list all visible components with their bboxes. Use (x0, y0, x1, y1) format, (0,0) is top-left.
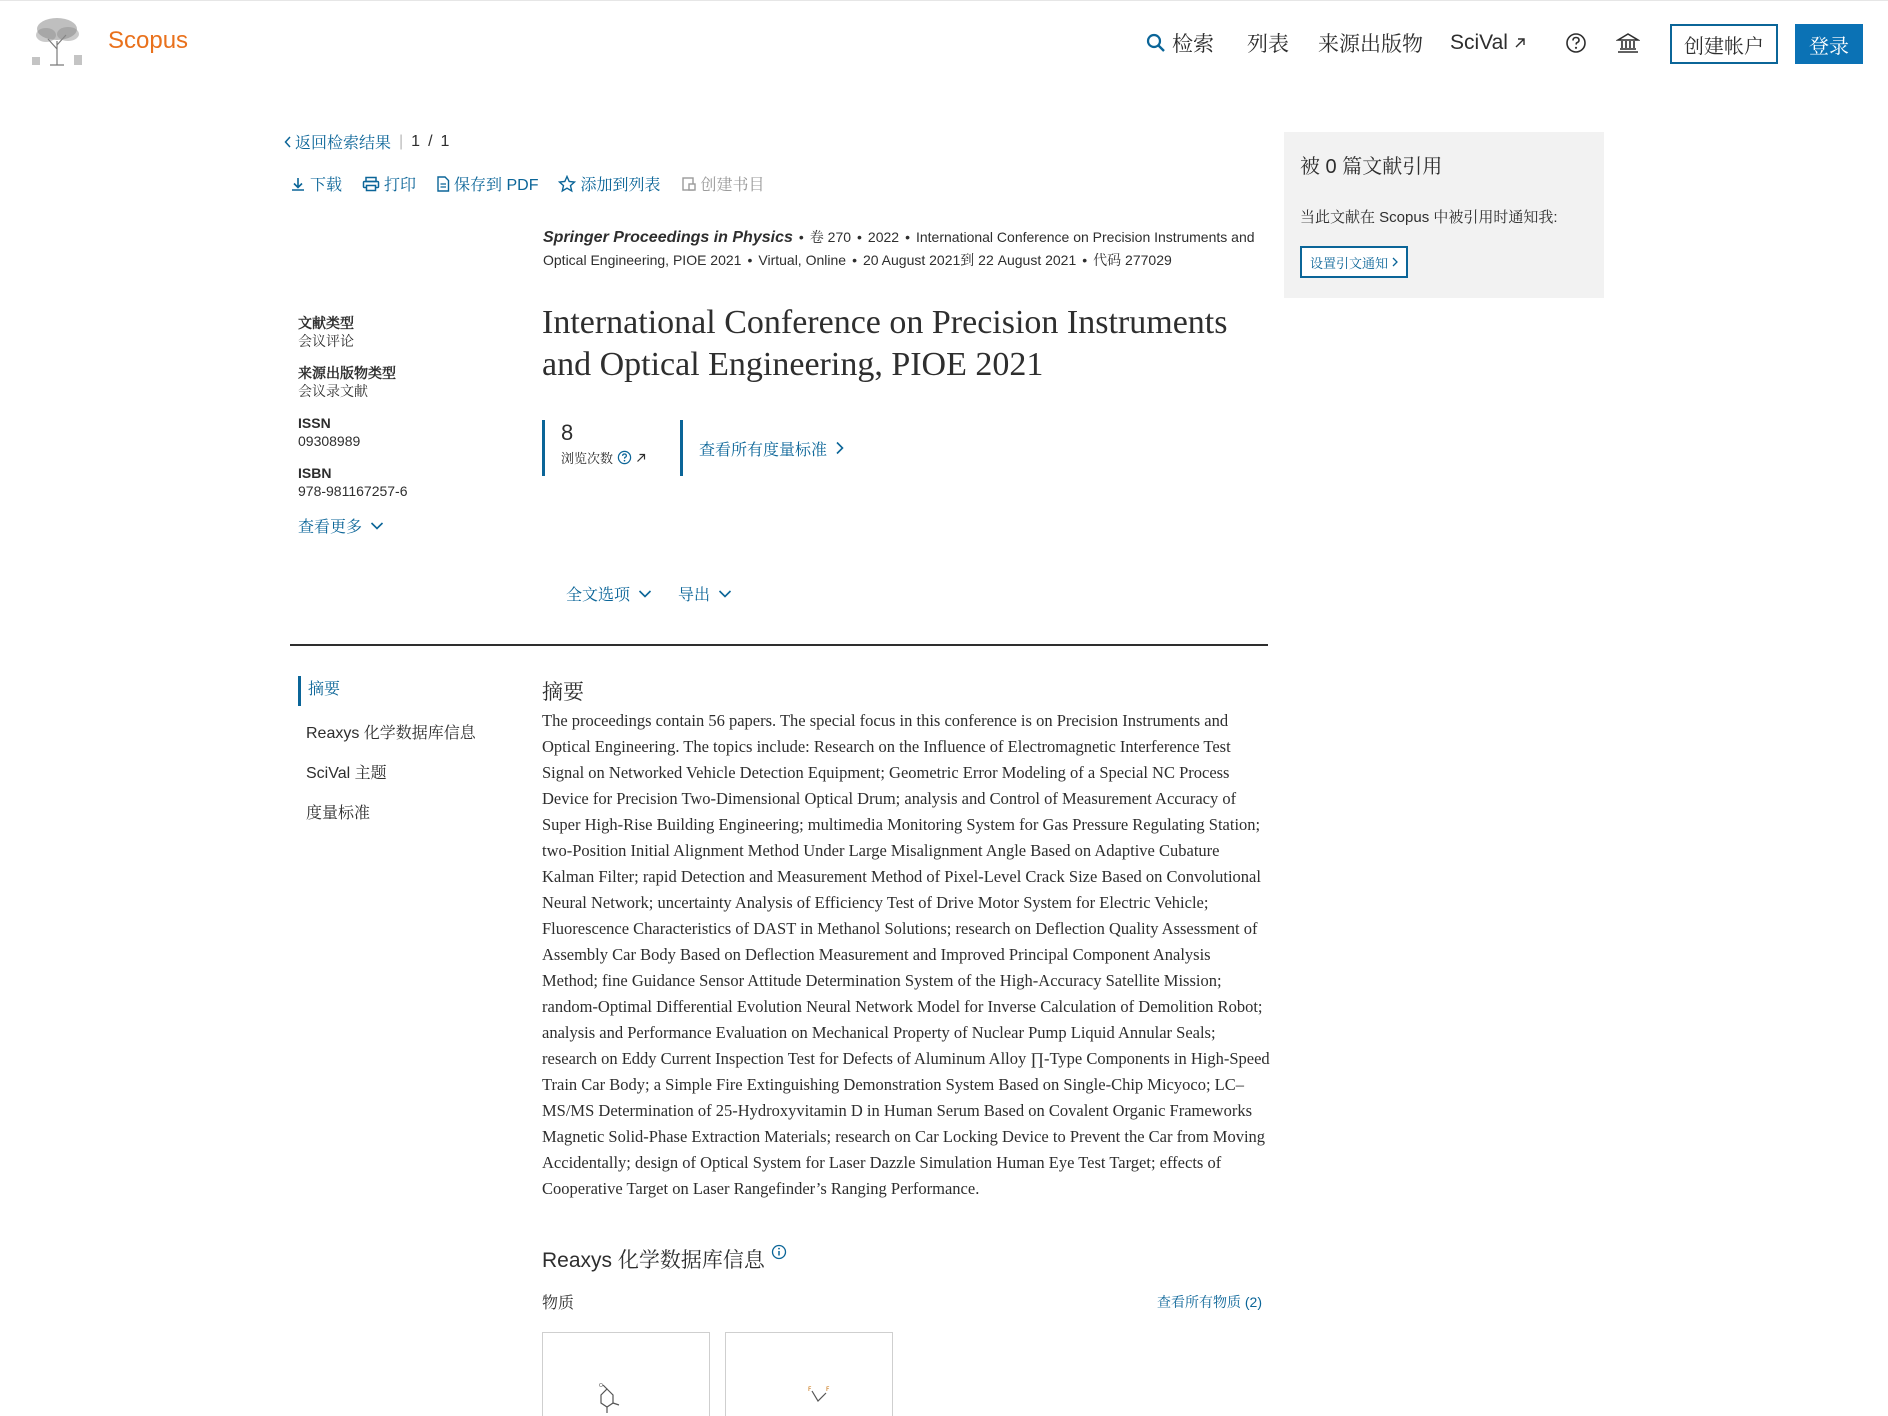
download-icon (290, 176, 306, 192)
cited-by-panel (1284, 132, 1604, 298)
star-icon (558, 175, 576, 193)
add-to-list-label: 添加到列表 (580, 177, 661, 194)
source-year: 2022 (867, 229, 900, 245)
chevron-right-icon (835, 441, 844, 455)
substances-label: 物质 (542, 1295, 575, 1312)
back-row (284, 130, 449, 153)
chemical-structure-image (726, 1333, 894, 1416)
source-code: 代码 277029 (1093, 252, 1172, 268)
pdf-icon (436, 176, 450, 192)
chevron-right-icon (1392, 257, 1398, 267)
isbn-label: ISBN (298, 465, 332, 481)
doc-type-value: 会议评论 (298, 333, 354, 349)
help-button[interactable] (1565, 27, 1587, 59)
create-bibliography-button[interactable] (681, 172, 765, 195)
top-header (0, 0, 1888, 84)
external-link-icon (1514, 37, 1526, 49)
download-button[interactable] (290, 172, 342, 195)
export-dropdown[interactable] (678, 582, 732, 605)
document-toolbar (290, 172, 785, 195)
source-info: Springer Proceedings in Physics • 卷 270 • 2022 • International Conference on Precision Instruments and Optical Engineering, PIOE 2021 • Virtual, Online • 20 August 2021到 22 August 2021 • 代码 277029 (543, 229, 1255, 268)
back-to-results-label: 返回检索结果 (295, 135, 392, 152)
full-text-options-dropdown[interactable] (566, 582, 652, 605)
cited-notify-text: 当此文献在 Scopus 中被引用时通知我: (1300, 209, 1558, 226)
back-to-results-link[interactable] (284, 130, 391, 153)
document-metadata (298, 314, 498, 537)
views-label: 浏览次数 (561, 451, 614, 466)
save-pdf-label: 保存到 PDF (454, 177, 539, 194)
svg-text:F: F (826, 1386, 830, 1393)
issn-label: ISSN (298, 415, 331, 431)
result-sep: / (428, 132, 433, 150)
result-total: 1 (440, 132, 450, 150)
bibliography-icon (681, 176, 697, 192)
nav-sources[interactable] (1318, 27, 1423, 59)
chevron-down-icon (638, 589, 652, 599)
print-button[interactable] (362, 172, 416, 195)
view-all-metrics-link[interactable] (680, 420, 844, 476)
source-type-value: 会议录文献 (298, 383, 368, 399)
source-location: Virtual, Online (758, 252, 847, 268)
login-button[interactable]: 登录 (1795, 24, 1863, 64)
set-citation-alert-label: 设置引文通知 (1310, 255, 1389, 271)
abstract-text: The proceedings contain 56 papers. The special focus in this conference is on Precision Instruments and Optical Engineering. The topics include: Research on the Influence of Electromagnetic Interference Test Signal on Networked Vehicle Detection Equipment; Geometric Error Modeling of a Special NC Process Device for Precision Two-Dimensional Optical Drum; analysis and Control of Measurement Accuracy of Super High-Rise Building Engineering; multimedia Monitoring System for Gas Pressure Regulating Station; two-Position Initial Alignment Method Under Large Misalignment Angle Based on Adaptive Cubature Kalman Filter; rapid Detection and Measurement Method of Pixel-Level Crack Size Based on Convolutional Neural Network; uncertainty Analysis of Efficiency Test of Drive Motor System for Electric Vehicle; Fluorescence Characteristics of DAST in Methanol Solutions; research on Deflection Quality Assessment of Assembly Car Body Based on Deflection Measurement and Improved Principal Component Analysis Method; fine Guidance Sensor Attitude Determination System of the High-Accuracy Satellite Mission; random-Optimal Differential Evolution Neural Network Model for Inverse Calculation of Demolition Robot; analysis and Performance Evaluation on Mechanical Property of Nuclear Pump Liquid Annular Seals; research on Eddy Current Inspection Test for Defects of Aluminum Alloy ∏-Type Components in High-Speed Train Car Body; a Simple Fire Extinguishing Demonstration System Based on Single-Chip Micyoco; LC–MS/MS Determination of 25-Hydroxyvitamin D in Human Serum Based on Covalent Organic Frameworks Magnetic Solid-Phase Extraction Materials; research on Car Locking Device to Prevent the Car from Moving Accidentally; design of Optical System for Laser Dazzle Simulation Human Eye Test Target; effects of Cooperative Target on Laser Rangefinder’s Ranging Performance. (542, 711, 1270, 1198)
nav-sources-label: 来源出版物 (1318, 33, 1423, 56)
print-label: 打印 (384, 177, 417, 194)
nav-search-label: 检索 (1172, 33, 1214, 56)
nav-lists-label: 列表 (1247, 33, 1289, 56)
source-dates: 20 August 2021到 22 August 2021 (862, 252, 1077, 268)
isbn-value: 978-981167257-6 (298, 483, 408, 499)
substances-row (542, 1290, 1262, 1313)
chevron-down-icon (370, 521, 384, 531)
see-more-link[interactable] (298, 514, 498, 537)
see-more-label: 查看更多 (298, 519, 363, 536)
nav-scival[interactable] (1450, 27, 1526, 59)
create-bibliography-label: 创建书目 (700, 177, 765, 194)
print-icon (362, 176, 380, 192)
views-metric (542, 420, 646, 476)
doc-type-label: 文献类型 (298, 315, 354, 331)
result-position: 1 (411, 132, 421, 150)
nav-scival-label: SciVal (1450, 31, 1508, 54)
svg-text:O: O (599, 1383, 603, 1389)
search-icon (1146, 33, 1166, 53)
cited-by-title: 被 0 篇文献引用 (1300, 156, 1443, 178)
elsevier-logo-icon[interactable] (28, 15, 86, 67)
reaxys-heading-label: Reaxys 化学数据库信息 (542, 1249, 765, 1272)
substance-card-1[interactable] (542, 1332, 710, 1416)
chevron-down-icon (718, 589, 732, 599)
export-label: 导出 (678, 587, 711, 604)
source-conference: International Conference on Precision Instruments and Optical Engineering, PIOE 2021 (543, 229, 1255, 268)
nav-search[interactable] (1146, 27, 1214, 59)
download-label: 下载 (310, 177, 343, 194)
institution-icon (1616, 31, 1640, 55)
full-text-options-label: 全文选项 (566, 587, 631, 604)
nav-lists[interactable] (1247, 27, 1289, 59)
source-type-label: 来源出版物类型 (298, 365, 396, 381)
section-divider (290, 644, 1268, 646)
document-title: International Conference on Precision Instruments and Optical Engineering, PIOE 2021 (542, 304, 1228, 383)
help-icon (1565, 32, 1587, 54)
chevron-left-icon (284, 136, 292, 148)
add-to-list-button[interactable] (558, 172, 660, 195)
options-row (566, 582, 732, 605)
substance-card-2[interactable] (725, 1332, 893, 1416)
chemical-structure-image (543, 1333, 711, 1416)
help-icon[interactable] (617, 450, 632, 465)
external-link-icon[interactable] (636, 453, 646, 463)
create-account-button[interactable]: 创建帐户 (1670, 24, 1778, 64)
section-nav-reaxys[interactable]: Reaxys 化学数据库信息 (306, 725, 476, 742)
svg-text:F: F (808, 1386, 812, 1393)
save-pdf-button[interactable] (436, 172, 538, 195)
section-nav (298, 676, 476, 842)
journal-title-link[interactable]: Springer Proceedings in Physics (543, 229, 793, 246)
source-volume: 卷 270 (809, 229, 852, 245)
institution-button[interactable] (1616, 27, 1640, 59)
abstract-heading: 摘要 (542, 681, 584, 704)
section-nav-scival[interactable]: SciVal 主题 (306, 765, 387, 782)
section-nav-metrics[interactable]: 度量标准 (306, 805, 371, 822)
set-citation-alert-button[interactable] (1300, 246, 1408, 278)
reaxys-heading (542, 1244, 787, 1274)
view-all-metrics-label: 查看所有度量标准 (699, 441, 828, 459)
view-all-substances-link[interactable]: 查看所有物质 (2) (1157, 1293, 1262, 1310)
views-count: 8 (561, 420, 574, 445)
info-icon[interactable] (771, 1244, 787, 1260)
section-nav-abstract[interactable]: 摘要 (298, 676, 476, 706)
back-divider: | (399, 132, 404, 150)
scopus-brand-link[interactable]: Scopus (108, 27, 189, 54)
issn-value: 09308989 (298, 433, 361, 449)
